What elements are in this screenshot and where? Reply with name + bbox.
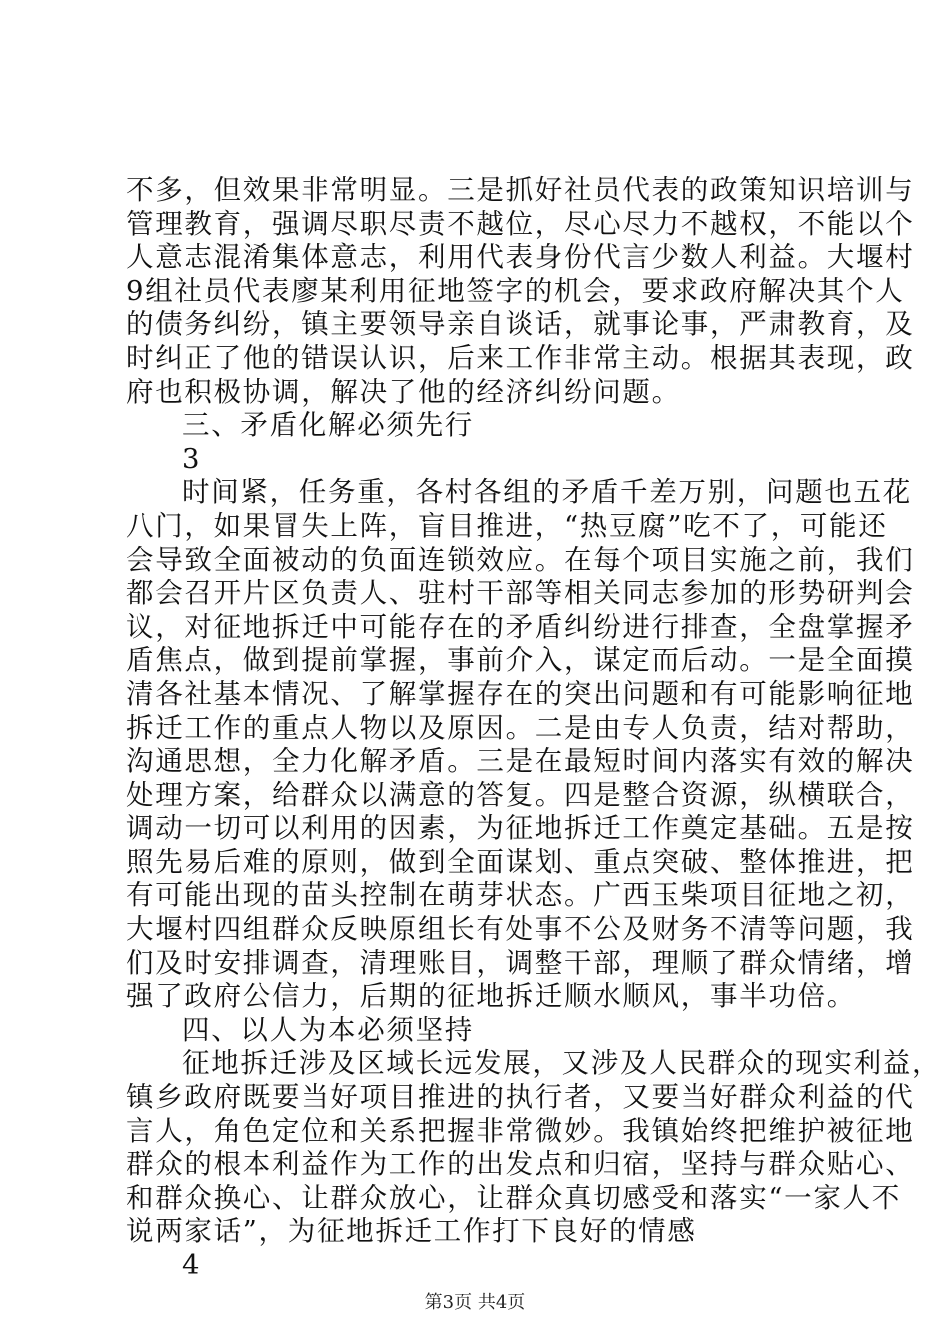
page-number-marker: 3 [182,442,202,475]
text-line: 八门，如果冒失上阵，盲目推进，“热豆腐”吃不了，可能还 [126,509,888,542]
text-line: 都会召开片区负责人、驻村干部等相关同志参加的形势研判会 [126,577,915,610]
section-heading: 三、矛盾化解必须先行 [182,409,474,442]
text-line: 们及时安排调查，清理账目，调整干部，理顺了群众情绪，增 [126,946,915,979]
text-line: 有可能出现的苗头控制在萌芽状态。广西玉柴项目征地之初， [126,879,915,912]
text-line: 说两家话”，为征地拆迁工作打下良好的情感 [126,1215,697,1248]
text-line: 照先易后难的原则，做到全面谋划、重点突破、整体推进，把 [126,845,915,878]
section-heading: 四、以人为本必须坚持 [182,1013,474,1046]
text-line: 府也积极协调，解决了他的经济纠纷问题。 [126,375,681,408]
text-line: 不多，但效果非常明显。三是抓好社员代表的政策知识培训与 [126,174,915,206]
text-line: 会导致全面被动的负面连锁效应。在每个项目实施之前，我们 [126,543,915,576]
text-line: 强了政府公信力，后期的征地拆迁顺水顺风，事半功倍。 [126,980,856,1013]
text-line: 处理方案，给群众以满意的答复。四是整合资源，纵横联合， [126,778,915,811]
text-line: 镇乡政府既要当好项目推进的执行者，又要当好群众利益的代 [126,1081,915,1114]
page-footer: 第3页 共4页 [424,1292,526,1313]
text-line: 时纠正了他的错误认识，后来工作非常主动。根据其表现，政 [126,341,915,374]
text-line: 盾焦点，做到提前掌握，事前介入，谋定而后动。一是全面摸 [126,644,915,677]
text-line: 调动一切可以利用的因素，为征地拆迁工作奠定基础。五是按 [126,812,915,845]
text-line: 和群众换心、让群众放心，让群众真切感受和落实“一家人不 [126,1181,901,1214]
text-line: 管理教育，强调尽职尽责不越位，尽心尽力不越权，不能以个 [126,207,915,240]
text-line: 人意志混淆集体意志，利用代表身份代言少数人利益。大堰村 [126,241,915,274]
page-number-marker: 4 [182,1249,202,1281]
text-line: 的债务纠纷，镇主要领导亲自谈话，就事论事，严肃教育，及 [126,308,915,341]
text-line: 大堰村四组群众反映原组长有处事不公及财务不清等问题，我 [126,913,915,946]
text-line: 沟通思想，全力化解矛盾。三是在最短时间内落实有效的解决 [126,745,915,778]
text-line: 言人，角色定位和关系把握非常微妙。我镇始终把维护被征地 [126,1114,915,1147]
text-line: 拆迁工作的重点人物以及原因。二是由专人负责，结对帮助， [126,711,915,744]
text-line: 清各社基本情况、了解掌握存在的突出问题和有可能影响征地 [126,677,915,710]
text-line: 时间紧，任务重，各村各组的矛盾千差万别，问题也五花 [182,476,912,509]
text-line: 9组社员代表廖某利用征地签字的机会，要求政府解决其个人 [126,274,905,307]
text-line: 征地拆迁涉及区域长远发展，又涉及人民群众的现实利益， [182,1047,942,1080]
document-body [126,174,942,1283]
text-line: 议，对征地拆迁中可能存在的矛盾纠纷进行排查，全盘掌握矛 [126,610,915,643]
text-line: 群众的根本利益作为工作的出发点和归宿，坚持与群众贴心、 [126,1148,915,1181]
